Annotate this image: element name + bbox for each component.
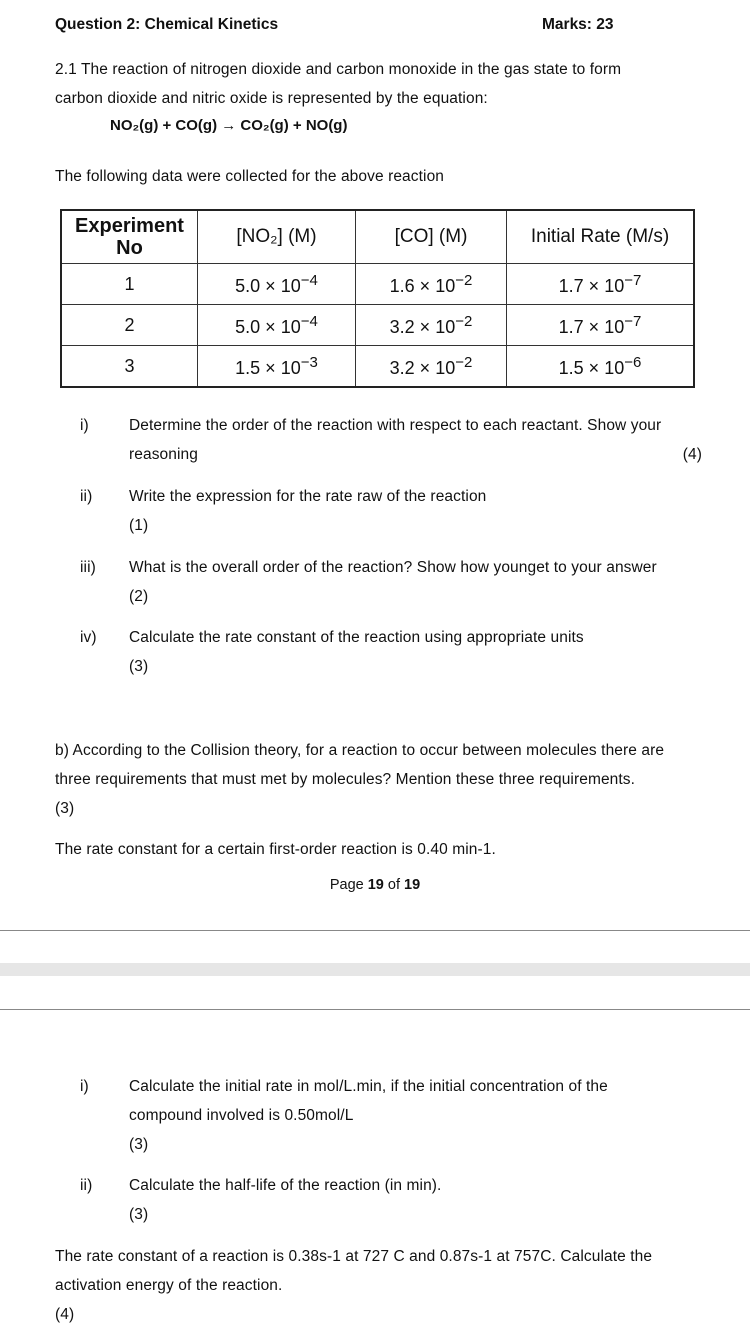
page-bottom-edge [0, 930, 750, 931]
cell-rate: $1.7 \times 10^{-7}$ [507, 305, 695, 346]
page-total: 19 [404, 877, 421, 893]
activation-marks: (4) [55, 1306, 75, 1323]
cell-exp: 1 [61, 264, 198, 305]
cell-co: $3.2 \times 10^{-2}$ [356, 346, 507, 388]
header-experiment [61, 210, 198, 264]
question-a-iv-marks: (3) [129, 658, 149, 675]
cell-co: $3.2 \times 10^{-2}$ [356, 305, 507, 346]
table-header-row [61, 210, 694, 264]
activation-line1: The rate constant of a reaction is 0.38s-1 at 727 C and 0.87s-1 at 757C. Calculate the [55, 1248, 653, 1265]
cell-exp: 2 [61, 305, 198, 346]
part-b-line2: three requirements that must met by molecules? Mention these three requirements. [55, 771, 636, 788]
table-row [61, 305, 694, 346]
question-c-i-line2: compound involved is 0.50mol/L [129, 1107, 354, 1124]
part-b-marks: (3) [55, 800, 75, 817]
question-c-ii-number: ii) [80, 1177, 93, 1194]
header-no2: [NO₂] (M) [198, 210, 356, 264]
reaction-equation: NO₂(g) + CO(g) → CO₂(g) + NO(g) [110, 117, 348, 134]
header-experiment-line2: No [116, 237, 143, 259]
header-rate: Initial Rate (M/s) [507, 210, 695, 264]
question-a-iii-marks: (2) [129, 588, 149, 605]
kinetics-data-table [60, 209, 695, 388]
first-order-statement: The rate constant for a certain first-order reaction is 0.40 min-1. [55, 841, 496, 858]
intro-line-1: 2.1 The reaction of nitrogen dioxide and carbon monoxide in the gas state to form [55, 61, 622, 78]
cell-no2: $5.0 \times 10^{-4}$ [198, 305, 356, 346]
page-break-gap [0, 963, 750, 976]
cell-no2: $5.0 \times 10^{-4}$ [198, 264, 356, 305]
question-a-ii-number: ii) [80, 488, 93, 505]
page-prefix: Page [329, 877, 368, 893]
question-c-ii-marks: (3) [129, 1206, 149, 1223]
header-co: [CO] (M) [356, 210, 507, 264]
page-mid: of [383, 877, 405, 893]
question-a-i-line1: Determine the order of the reaction with respect to each reactant. Show your [129, 417, 662, 434]
cell-rate: $1.5 \times 10^{-6}$ [507, 346, 695, 388]
question-a-i-line2: reasoning [129, 446, 198, 463]
header-experiment-line1: Experiment [75, 215, 184, 237]
page-footer [0, 877, 750, 893]
cell-rate: $1.7 \times 10^{-7}$ [507, 264, 695, 305]
table-row [61, 264, 694, 305]
data-caption: The following data were collected for the above reaction [55, 168, 445, 185]
question-a-i-number: i) [80, 417, 89, 434]
cell-exp: 3 [61, 346, 198, 388]
cell-co: $1.6 \times 10^{-2}$ [356, 264, 507, 305]
question-a-i-marks: (4) [682, 446, 702, 463]
intro-line-2: carbon dioxide and nitric oxide is represented by the equation: [55, 90, 488, 107]
page-top-edge [0, 1009, 750, 1010]
question-a-iv-line1: Calculate the rate constant of the reaction using appropriate units [129, 629, 584, 646]
page-current: 19 [367, 877, 384, 893]
question-a-ii-line1: Write the expression for the rate raw of the reaction [129, 488, 487, 505]
question-a-iii-line1: What is the overall order of the reaction? Show how younget to your answer [129, 559, 657, 576]
question-c-ii-line1: Calculate the half-life of the reaction (in min). [129, 1177, 442, 1194]
question-c-i-line1: Calculate the initial rate in mol/L.min, if the initial concentration of the [129, 1078, 608, 1095]
cell-no2: $1.5 \times 10^{-3}$ [198, 346, 356, 388]
activation-line2: activation energy of the reaction. [55, 1277, 283, 1294]
question-a-iii-number: iii) [80, 559, 96, 576]
question-c-i-marks: (3) [129, 1136, 149, 1153]
question-title: Question 2: Chemical Kinetics [55, 16, 279, 33]
marks-total: Marks: 23 [542, 16, 614, 33]
table-row [61, 346, 694, 388]
question-a-ii-marks: (1) [129, 517, 149, 534]
question-c-i-number: i) [80, 1078, 89, 1095]
part-b-line1: b) According to the Collision theory, for a reaction to occur between molecules there are [55, 742, 665, 759]
question-a-iv-number: iv) [80, 629, 97, 646]
